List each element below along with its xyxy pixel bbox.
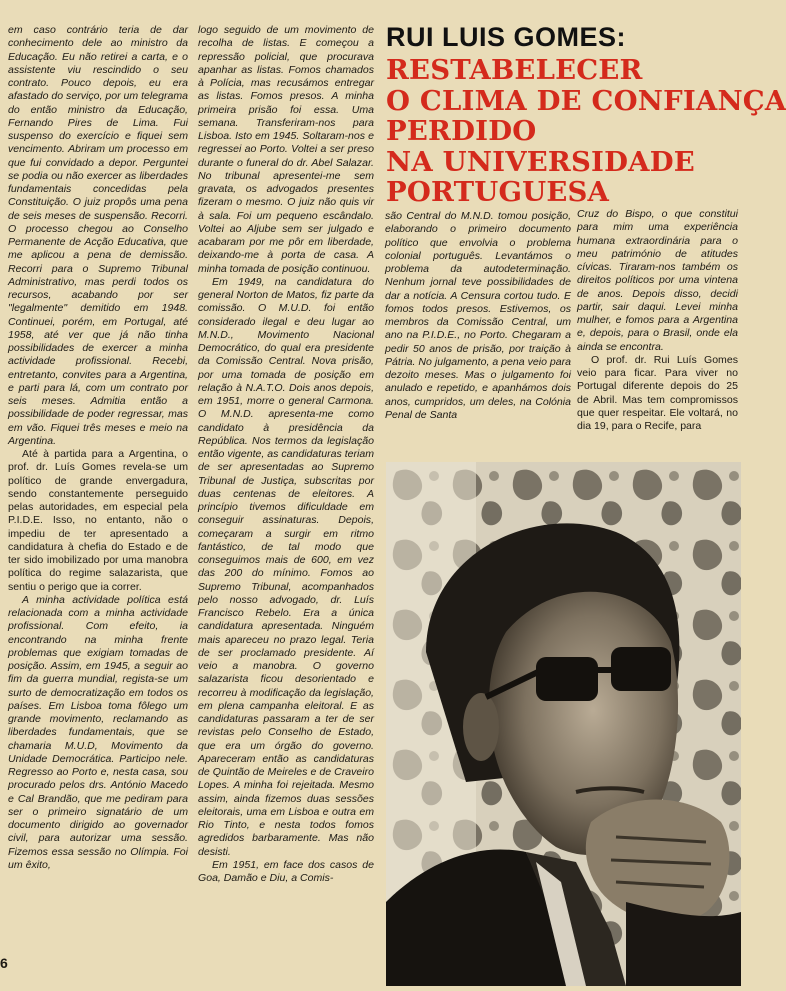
article-kicker: RUI LUIS GOMES: xyxy=(386,22,627,52)
paragraph: em caso contrário teria de dar conhecimento dele ao ministro da Educação. Eu não retirei a carta, e o assistente viu rescindido o seu contrato. Pouco depois, eu era afastado do serviço, por um telegrama do então ministro da Educação, Fernando Pires de Lima. Fui suspenso do exercício e fiquei sem vencimento. Abriram um processo em que fui convidado a depor. Perguntei se podia ou não exercer as liberdades fundamentais concedidas pela Constituição. O juiz propôs uma pena de seis meses de suspensão. Recorri. O processo chegou ao Conselho Permanente de Acção Educativa, que me aplicou a pena de demissão. Recorri para o Supremo Tribunal Administrativo, mas perdi todos os recursos, acabando por ser "legalmente" demitido em 1948. Continuei, porém, em Portugal, até 1958, até ver que já não tinha possibilidades de exercer a minha actividade profissional. Recebi, entretanto, convites para a Argentina, e parti para lá, com um contrato por seis meses. Admitia então a possibilidade de poder regressar, mas em vão. Fiquei três meses e meio na Argentina. xyxy=(8,24,188,447)
headline-line: PERDIDO xyxy=(386,115,537,147)
paragraph: O prof. dr. Rui Luís Gomes veio para ficar. Para viver no Portugal diferente depois do 25 de Abril. Mas tem compromissos que quer respeitar. Ele voltará, no dia 19, para o Recife, para xyxy=(577,353,738,432)
paragraph: Cruz do Bispo, o que constitui para mim uma experiência humana extraordinária para o meu património de atitudes cívicas. Tiraram-nos também os direitos políticos por uma vintena de anos. Depois disso, decidi partir, sair daqui. Levei minha mulher, e fomos para a Argentina e, depois, para o Brasil, onde ela ainda se encontra. xyxy=(577,208,738,353)
headline-line: PORTUGUESA xyxy=(386,176,610,208)
article-column-3 xyxy=(385,210,571,422)
article-column-1 xyxy=(8,24,188,872)
page-number: 6 xyxy=(0,955,8,971)
article-column-2 xyxy=(198,24,374,885)
paragraph: são Central do M.N.D. tomou posição, elaborando o primeiro documento político que envolvia o problema colonial português. Levantámos o problema da autodeterminação. Nenhum jornal teve possibilidades de dar a notícia. A Censura cortou tudo. E fomos todos presos. Estivemos, os membros da Comissão Central, um ano na P.I.D.E., no Porto. Chegaram a pedir 50 anos de prisão, por traição à Pátria. No julgamento, a pena veio para dezoito meses. Mas o julgamento foi anulado e repetido, e apanhámos dois anos, cumpridos, um deles, na Colónia Penal de Santa xyxy=(385,210,571,421)
paragraph: Em 1951, em face dos casos de Goa, Damão e Diu, a Comis- xyxy=(198,858,374,884)
paragraph: A minha actividade política está relacionada com a minha actividade profissional. Com efeito, ia encontrando na minha frente problemas que exigiam tomadas de posição. Assim, em 1945, a seguir ao fim da guerra mundial, regista-se um surto de democratização em todos os países. Em Lisboa toma fôlego um grande movimento, reclamando as liberdades fundamentais, que se chamaria M.U.D, Movimento da Unidade Democrática. Participo nele. Regresso ao Porto e, nesta casa, sou procurado pelos drs. António Macedo e Cal Brandão, que me pediram para ser o primeiro signatário de um documento dirigido ao governador civil, para autorizar uma sessão. Fizemos essa sessão no Olímpia. Foi um êxito, xyxy=(8,593,188,871)
paragraph: logo seguido de um movimento de recolha de listas. E começou a repressão policial, que procurava apanhar as listas. Fomos chamados à Polícia, mas recusámos entregar as listas. Fomos presos. A minha primeira prisão foi essa. Uma semana. Transferiram-nos para Lisboa. Isto em 1945. Soltaram-nos e regressei ao Porto. Voltei a ser preso durante o funeral do dr. Abel Salazar. No tribunal apresentei-me sem gravata, os advogados presentes fizeram o mesmo. O juiz não quis vir à sala. Foi um pequeno escândalo. Voltei ao Aljube sem ser julgado e acabaram por me pôr em liberdade, deixando-me à porta de casa. A minha tomada de posição continuou. xyxy=(198,24,374,275)
portrait-photo xyxy=(386,462,741,986)
portrait-illustration xyxy=(386,462,741,986)
headline-line: O CLIMA DE CONFIANÇA xyxy=(386,84,786,117)
headline-line: NA UNIVERSIDADE xyxy=(386,145,695,178)
paragraph: Em 1949, na candidatura do general Norton de Matos, fiz parte da comissão. O M.U.D. foi então considerado ilegal e deu lugar ao M.N.D., Movimento Nacional Democrático, do qual era presidente da Comissão Central. Nova prisão, por uma tomada de posição em relação à N.A.T.O. Dois anos depois, em 1951, morre o general Carmona. O M.N.D. apresenta-me como candidato à presidência da República. Nos termos da legislação então vigente, as candidaturas teriam de ser apresentadas ao Supremo Tribunal de Justiça, subscritas por duas centenas de eleitores. A princípio tivemos dificuldade em conseguir assinaturas. Depois, começaram a surgir em ritmo fantástico, de tal modo que conseguimos mais de 600, em vez das 200 do mínimo. Fomos ao Supremo Tribunal, acompanhados pelo nosso advogado, dr. Luís Francisco Rebelo. Era a única candidatura apresentada. Ninguém mais apareceu no prazo legal. Teria de ser proclamado presidente. Aí veio a manobra. O governo salazarista ficou desorientado e recorreu à modificação da legislação, em plena campanha eleitoral. E as candidaturas passaram a ter de ser revistas pelo Conselho de Estado, que era um órgão do governo. Apareceram então as candidaturas de Quintão de Meireles e de Craveiro Lopes. A minha foi rejeitada. Mesmo assim, ainda fizemos duas sessões eleitorais, uma em Lisboa e outra em Rio Tinto, e nesta todos fomos agredidos barbaramente. Mas não desisti. xyxy=(198,275,374,858)
article-headline xyxy=(386,54,786,208)
article-column-4 xyxy=(577,208,738,433)
paragraph: Até à partida para a Argentina, o prof. dr. Luís Gomes revela-se um político de grande envergadura, sendo constantemente perseguido pelas autoridades, em especial pela P.I.D.E. Isso, no entanto, não o impediu de ter apresentado a candidatura à chefia do Estado e de ter sido imobilizado por uma manobra política do regime salazarista, que sentiu o perigo que ia correr. xyxy=(8,448,188,593)
headline-line: RESTABELECER xyxy=(386,54,643,86)
